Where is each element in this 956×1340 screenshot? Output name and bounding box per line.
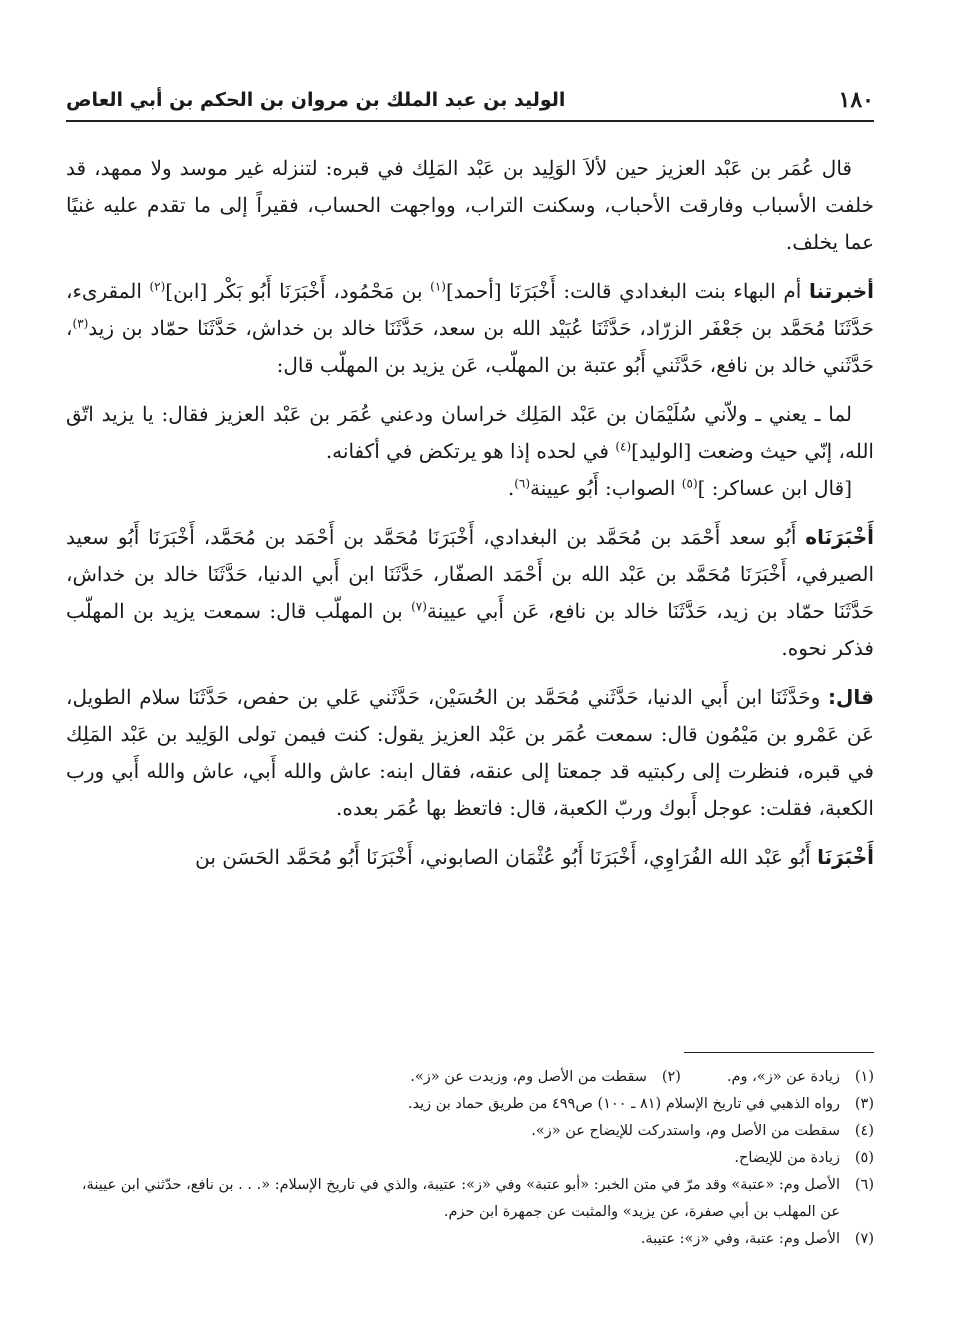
footnote-number: (١) [854, 1069, 874, 1085]
paragraph-3 [66, 396, 874, 470]
footnote-number: (٤) [854, 1123, 874, 1139]
paragraph-text: بن المهلّب قال: سمعت يزيد بن المهلّب فذكر نحوه. [66, 599, 874, 660]
footnote-item [410, 1064, 681, 1091]
paragraph-1 [66, 150, 874, 261]
footnotes [66, 1064, 874, 1253]
footnote-item [66, 1145, 874, 1172]
footnote-divider [684, 1052, 874, 1053]
paragraph-lead: أَخْبَرَنَا [817, 845, 874, 869]
paragraph-text: الصواب: أَبُو عيينة [530, 476, 682, 500]
paragraph-text: لما ـ يعني ـ ولاّني سُلَيْمَان بن عَبْد المَلِك خراسان ودعني عُمَر بن عَبْد العزيز فقال: يا يزيد اتّق الله، إنّي حيث وضعت [الوليد] [66, 402, 874, 463]
footnote-ref[interactable]: (٣) [72, 316, 89, 331]
footnote-text: الأصل وم: «عتبة» وقد مرّ في متن الخبر: «أبو عتبة» وفي «ز»: عتيبة، والذي في تاريخ الإسلام: «. . . بن نافع، حدّثني ابن عيينة، عن المهلب بن أبي صفرة، عن يزيد» والمثبت عن جمهرة ابن حزم. [81, 1177, 840, 1220]
footnote-ref[interactable]: (٢) [149, 279, 166, 294]
footnote-ref[interactable]: (٤) [615, 439, 632, 454]
paragraph-text: قال عُمَر بن عَبْد العزيز حين لألاَ الوَلِيد بن عَبْد المَلِك في قبره: لتنزله غير موسد ولا ممهد، قد خلفت الأسباب وفارقت الأحباب، وسكنت التراب، وواجهت الحساب، فقيراً إلى ما تقدم عليه غنيًا عما يخلف. [66, 156, 874, 254]
paragraph-2 [66, 273, 874, 384]
paragraph-7 [66, 839, 874, 876]
footnote-row [66, 1064, 874, 1091]
footnote-number: (٥) [854, 1150, 874, 1166]
footnote-number: (٧) [854, 1231, 874, 1247]
footnote-number: (٣) [854, 1096, 874, 1112]
footnote-text: سقطت من الأصل وم، وزيدت عن «ز». [410, 1069, 647, 1085]
paragraph-5 [66, 519, 874, 667]
footnote-number: (٢) [661, 1069, 681, 1085]
paragraph-text: . [507, 476, 515, 500]
footnote-text: سقطت من الأصل وم، واستدركت للإيضاح عن «ز». [531, 1123, 840, 1139]
paragraph-text: المقرىء، حَدَّثَنَا مُحَمَّد بن جَعْفَر الزرّاد، حَدَّثَنَا عُبَيْد الله بن سعد، حَدَّثَنَا خالد بن خداش، حَدَّثَنَا حمّاد بن زيد [66, 279, 874, 340]
paragraph-text: في لحده إذا هو يرتكض في أكفانه. [325, 439, 616, 463]
footnote-number: (٦) [854, 1177, 874, 1193]
footnote-item [66, 1091, 874, 1118]
footnote-item [66, 1172, 874, 1226]
paragraph-text: أَبُو عَبْد الله الفُرَاوِي، أَخْبَرَنَا أَبُو عُثْمَان الصابوني، أَخْبَرَنَا أَبُو مُحَمَّد الحَسَن بن [195, 845, 818, 869]
footnote-item [66, 1118, 874, 1145]
footnote-item [727, 1064, 874, 1091]
paragraph-lead: أخبرتنا [808, 279, 874, 303]
page-number: ١٨٠ [838, 87, 874, 113]
paragraph-text: أَبُو سعد أَحْمَد بن مُحَمَّد بن البغدادي، أَخْبَرَنَا مُحَمَّد بن أَحْمَد بن مُحَمَّد، أَخْبَرَنَا أَبُو سعيد الصيرفي، أَخْبَرَنَا مُحَمَّد بن عَبْد الله بن أَحْمَد الصفّار، حَدَّثَنَا ابن أَبي الدنيا، حَدَّثَنَا خالد بن خداش، حَدَّثَنَا حمّاد بن زيد، حَدَّثَنَا خالد بن نافع، عَن أَبي عيينة [66, 525, 874, 623]
running-title: الوليد بن عبد الملك بن مروان بن الحكم بن أبي العاص [66, 89, 566, 111]
footnote-ref[interactable]: (٥) [681, 476, 698, 491]
paragraph-text: ، حَدَّثَني خالد بن نافع، حَدَّثَني أَبُو عتبة بن المهلّب، عَن يزيد بن المهلّب قال: [66, 316, 874, 377]
page-header [66, 80, 874, 122]
paragraph-text: بن مَحْمُود، أَخْبَرَنَا أَبُو بَكْر [ابن] [165, 279, 431, 303]
footnote-text: الأصل وم: عتبة، وفي «ز»: عتيبة. [640, 1231, 840, 1247]
footnote-item [66, 1226, 874, 1253]
main-text [66, 150, 874, 888]
footnote-ref[interactable]: (٦) [514, 476, 531, 491]
paragraph-lead: أَخْبَرَنَاه [805, 525, 874, 549]
footnote-text: زيادة عن «ز»، وم. [726, 1069, 840, 1085]
footnote-ref[interactable]: (١) [430, 279, 446, 294]
paragraph-text: أم البهاء بنت البغدادي قالت: أَخْبَرَنَا [أحمد] [445, 279, 809, 303]
paragraph-6 [66, 679, 874, 827]
footnote-text: رواه الذهبي في تاريخ الإسلام (٨١ ـ ١٠٠) ص٤٩٩ من طريق حماد بن زيد. [407, 1096, 840, 1112]
footnote-ref[interactable]: (٧) [411, 599, 427, 614]
paragraph-lead: قال: [828, 685, 874, 709]
paragraph-text: وحَدَّثَنَا ابن أَبي الدنيا، حَدَّثَني مُحَمَّد بن الحُسَيْن، حَدَّثَني عَلي بن حفص، حَدَّثَنَا سلام الطويل، عَن عَمْرو بن مَيْمُون قال: سمعت عُمَر بن عَبْد العزيز يقول: كنت فيمن تولى الوَلِيد بن عَبْد المَلِك في قبره، فنظرت إلى ركبتيه قد جمعتا إلى عنقه، فقال ابنه: عاش والله أَبي، عاش والله أَبي ورب الكعبة، فقلت: عوجل أَبوك وربّ الكعبة، قال: فاتعظ بها عُمَر بعده. [66, 685, 874, 820]
footnote-text: زيادة من للإيضاح. [734, 1150, 840, 1166]
paragraph-4 [66, 470, 874, 507]
paragraph-text: [قال ابن عساكر: ] [697, 476, 852, 500]
